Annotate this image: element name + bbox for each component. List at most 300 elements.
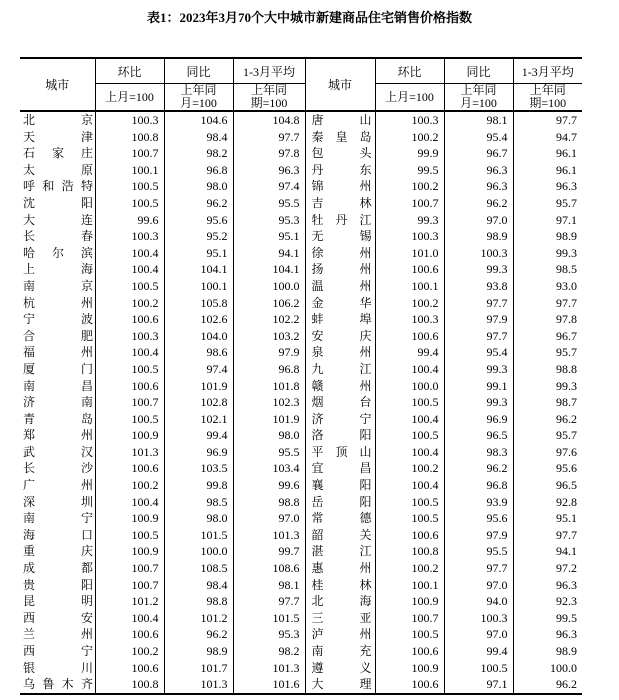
yoy-value-right: 93.8 — [444, 278, 513, 295]
yoy-value-right: 97.0 — [444, 577, 513, 594]
table-row — [20, 510, 582, 527]
mom-value-left: 100.4 — [95, 344, 164, 361]
avg-value-left: 98.8 — [233, 494, 305, 511]
mom-value-left: 100.4 — [95, 261, 164, 278]
price-index-table — [20, 57, 582, 695]
mom-value-left: 100.5 — [95, 361, 164, 378]
yoy-value-right: 96.9 — [444, 411, 513, 428]
yoy-value-left: 97.4 — [164, 361, 233, 378]
yoy-value-right: 100.3 — [444, 610, 513, 627]
mom-value-left: 100.4 — [95, 245, 164, 262]
yoy-value-left: 99.4 — [164, 427, 233, 444]
yoy-value-left: 98.4 — [164, 577, 233, 594]
mom-value-left: 100.5 — [95, 411, 164, 428]
mom-value-right: 100.9 — [375, 593, 444, 610]
mom-value-right: 100.4 — [375, 361, 444, 378]
yoy-value-right: 96.7 — [444, 145, 513, 162]
mom-value-left: 100.5 — [95, 527, 164, 544]
yoy-value-right: 96.3 — [444, 178, 513, 195]
city-name-right — [305, 477, 375, 494]
city-name-text: 南 昌 — [23, 378, 93, 393]
mom-value-left: 100.8 — [95, 676, 164, 694]
yoy-value-left: 101.3 — [164, 676, 233, 694]
city-name-right — [305, 676, 375, 694]
yoy-value-left: 98.5 — [164, 494, 233, 511]
yoy-value-right: 95.4 — [444, 344, 513, 361]
city-name-text: 无 锡 — [311, 229, 372, 244]
city-name-text: 天 津 — [23, 129, 93, 144]
subheader-line: 上年同 — [529, 83, 566, 97]
avg-value-left: 101.6 — [233, 676, 305, 694]
city-name-left — [20, 344, 95, 361]
city-name-text: 兰 州 — [23, 627, 93, 642]
city-name-left — [20, 577, 95, 594]
mom-value-right: 100.3 — [375, 111, 444, 129]
city-name-text: 乌 鲁 木 齐 — [23, 677, 93, 692]
city-name-text: 长 春 — [23, 229, 93, 244]
city-name-left — [20, 228, 95, 245]
city-name-left — [20, 527, 95, 544]
city-name-left — [20, 560, 95, 577]
table-row — [20, 560, 582, 577]
yoy-value-right: 99.4 — [444, 643, 513, 660]
city-name-left — [20, 261, 95, 278]
avg-value-right: 98.5 — [513, 261, 582, 278]
city-name-text: 岳 阳 — [311, 494, 372, 509]
city-name-text: 惠 州 — [311, 561, 372, 576]
avg-value-left: 106.2 — [233, 295, 305, 312]
avg-value-left: 103.4 — [233, 460, 305, 477]
city-name-text: 桂 林 — [311, 577, 372, 592]
avg-value-right: 96.3 — [513, 626, 582, 643]
mom-value-right: 100.4 — [375, 411, 444, 428]
avg-value-left: 101.9 — [233, 411, 305, 428]
city-name-right — [305, 411, 375, 428]
table-row — [20, 444, 582, 461]
table-body — [20, 111, 582, 694]
city-name-right — [305, 145, 375, 162]
avg-value-left: 108.6 — [233, 560, 305, 577]
city-name-text: 厦 门 — [23, 361, 93, 376]
yoy-value-left: 105.8 — [164, 295, 233, 312]
mom-value-left: 100.7 — [95, 560, 164, 577]
city-name-left — [20, 626, 95, 643]
yoy-value-right: 100.5 — [444, 660, 513, 677]
table-row — [20, 328, 582, 345]
avg-value-right: 99.3 — [513, 378, 582, 395]
mom-value-right: 100.7 — [375, 195, 444, 212]
yoy-value-right: 95.6 — [444, 510, 513, 527]
mom-value-left: 99.6 — [95, 212, 164, 229]
mom-value-left: 100.9 — [95, 543, 164, 560]
mom-value-left: 100.6 — [95, 311, 164, 328]
mom-value-right: 100.5 — [375, 427, 444, 444]
city-name-text: 安 庆 — [311, 328, 372, 343]
table-row — [20, 261, 582, 278]
city-name-right — [305, 344, 375, 361]
city-name-text: 扬 州 — [311, 262, 372, 277]
avg-value-right: 95.7 — [513, 195, 582, 212]
mom-value-right: 100.4 — [375, 444, 444, 461]
yoy-value-right: 99.3 — [444, 361, 513, 378]
city-name-left — [20, 510, 95, 527]
city-name-text: 合 肥 — [23, 328, 93, 343]
city-name-left — [20, 610, 95, 627]
avg-value-right: 92.8 — [513, 494, 582, 511]
subheader-line: 期=100 — [529, 96, 567, 110]
city-name-text: 昆 明 — [23, 594, 93, 609]
city-name-text: 南 京 — [23, 278, 93, 293]
avg-value-left: 95.3 — [233, 626, 305, 643]
city-name-text: 深 圳 — [23, 494, 93, 509]
avg-value-left: 103.2 — [233, 328, 305, 345]
mom-value-right: 100.2 — [375, 178, 444, 195]
mom-value-left: 100.2 — [95, 477, 164, 494]
yoy-value-left: 100.1 — [164, 278, 233, 295]
table-row — [20, 378, 582, 395]
yoy-value-left: 101.9 — [164, 378, 233, 395]
city-name-right — [305, 311, 375, 328]
avg-value-right: 96.3 — [513, 577, 582, 594]
mom-value-right: 100.9 — [375, 660, 444, 677]
avg-value-right: 95.6 — [513, 460, 582, 477]
yoy-value-left: 98.4 — [164, 129, 233, 146]
city-name-text: 西 安 — [23, 610, 93, 625]
city-name-left — [20, 245, 95, 262]
city-name-left — [20, 129, 95, 146]
mom-value-left: 100.1 — [95, 162, 164, 179]
city-name-text: 青 岛 — [23, 411, 93, 426]
avg-value-right: 93.0 — [513, 278, 582, 295]
header-mom-left: 环比 — [95, 58, 164, 84]
city-name-left — [20, 494, 95, 511]
city-name-right — [305, 460, 375, 477]
mom-value-right: 100.6 — [375, 261, 444, 278]
subheader-line: 期=100 — [250, 96, 288, 110]
city-name-text: 烟 台 — [311, 395, 372, 410]
yoy-value-right: 97.7 — [444, 295, 513, 312]
yoy-value-left: 104.1 — [164, 261, 233, 278]
city-name-text: 西 宁 — [23, 644, 93, 658]
yoy-value-left: 95.2 — [164, 228, 233, 245]
yoy-value-left: 98.2 — [164, 145, 233, 162]
mom-value-right: 100.5 — [375, 394, 444, 411]
city-name-right — [305, 162, 375, 179]
avg-value-right: 95.1 — [513, 510, 582, 527]
city-name-text: 牡 丹 江 — [311, 212, 372, 227]
mom-value-right: 100.5 — [375, 626, 444, 643]
table-row — [20, 427, 582, 444]
mom-value-right: 99.4 — [375, 344, 444, 361]
yoy-value-left: 96.2 — [164, 626, 233, 643]
city-name-text: 杭 州 — [23, 295, 93, 310]
mom-value-right: 99.5 — [375, 162, 444, 179]
yoy-value-left: 98.9 — [164, 643, 233, 660]
avg-value-right: 96.2 — [513, 411, 582, 428]
avg-value-left: 97.7 — [233, 593, 305, 610]
avg-value-left: 96.8 — [233, 361, 305, 378]
table-row — [20, 494, 582, 511]
yoy-value-left: 95.6 — [164, 212, 233, 229]
subheader-yoy-right — [444, 84, 513, 112]
yoy-value-right: 96.2 — [444, 460, 513, 477]
city-name-right — [305, 129, 375, 146]
table-row — [20, 295, 582, 312]
city-name-text: 泸 州 — [311, 627, 372, 642]
mom-value-left: 100.9 — [95, 427, 164, 444]
header-yoy-right: 同比 — [444, 58, 513, 84]
table-row — [20, 411, 582, 428]
subheader-line: 上年同 — [460, 83, 497, 97]
table-title: 表1：2023年3月70个大中城市新建商品住宅销售价格指数 — [146, 10, 472, 25]
avg-value-left: 95.1 — [233, 228, 305, 245]
table-row — [20, 311, 582, 328]
avg-value-right: 96.1 — [513, 162, 582, 179]
avg-value-right: 97.7 — [513, 527, 582, 544]
city-name-right — [305, 610, 375, 627]
city-name-right — [305, 543, 375, 560]
mom-value-right: 100.2 — [375, 295, 444, 312]
mom-value-right: 100.3 — [375, 228, 444, 245]
city-name-left — [20, 111, 95, 129]
mom-value-left: 100.6 — [95, 626, 164, 643]
city-name-left — [20, 444, 95, 461]
mom-value-right: 100.6 — [375, 328, 444, 345]
mom-value-left: 100.5 — [95, 278, 164, 295]
avg-value-right: 96.7 — [513, 328, 582, 345]
avg-value-right: 98.8 — [513, 361, 582, 378]
avg-value-left: 97.8 — [233, 145, 305, 162]
city-name-right — [305, 295, 375, 312]
mom-value-right: 100.2 — [375, 560, 444, 577]
city-name-right — [305, 328, 375, 345]
city-name-text: 沈 阳 — [23, 195, 93, 210]
header-avg-left: 1-3月平均 — [233, 58, 305, 84]
city-name-text: 福 州 — [23, 345, 93, 360]
avg-value-left: 101.8 — [233, 378, 305, 395]
table-row — [20, 245, 582, 262]
table-row — [20, 477, 582, 494]
city-name-left — [20, 378, 95, 395]
city-name-text: 蚌 埠 — [311, 312, 372, 327]
city-name-text: 北 京 — [23, 113, 93, 127]
yoy-value-left: 98.0 — [164, 510, 233, 527]
yoy-value-left: 101.7 — [164, 660, 233, 677]
city-name-text: 泉 州 — [311, 345, 372, 360]
city-name-left — [20, 643, 95, 660]
yoy-value-right: 97.1 — [444, 676, 513, 694]
city-name-text: 大 理 — [311, 677, 372, 692]
yoy-value-left: 98.6 — [164, 344, 233, 361]
mom-value-right: 100.2 — [375, 129, 444, 146]
mom-value-right: 100.6 — [375, 643, 444, 660]
avg-value-left: 101.3 — [233, 660, 305, 677]
city-name-text: 秦 皇 岛 — [311, 129, 372, 144]
city-name-right — [305, 593, 375, 610]
yoy-value-left: 96.2 — [164, 195, 233, 212]
mom-value-right: 100.7 — [375, 610, 444, 627]
mom-value-left: 100.9 — [95, 510, 164, 527]
table-row — [20, 361, 582, 378]
yoy-value-right: 95.4 — [444, 129, 513, 146]
avg-value-right: 97.6 — [513, 444, 582, 461]
table-row — [20, 593, 582, 610]
yoy-value-right: 99.1 — [444, 378, 513, 395]
avg-value-right: 98.7 — [513, 394, 582, 411]
yoy-value-left: 98.0 — [164, 178, 233, 195]
avg-value-right: 98.9 — [513, 643, 582, 660]
yoy-value-right: 99.3 — [444, 394, 513, 411]
city-name-left — [20, 394, 95, 411]
city-name-text: 湛 江 — [311, 544, 372, 559]
city-name-text: 锦 州 — [311, 179, 372, 194]
subheader-mom-right: 上月=100 — [375, 84, 444, 112]
city-name-left — [20, 361, 95, 378]
table-row — [20, 626, 582, 643]
avg-value-left: 95.5 — [233, 444, 305, 461]
yoy-value-right: 97.7 — [444, 328, 513, 345]
table-row — [20, 676, 582, 694]
yoy-value-left: 99.8 — [164, 477, 233, 494]
table-row — [20, 178, 582, 195]
city-name-right — [305, 577, 375, 594]
yoy-value-right: 93.9 — [444, 494, 513, 511]
mom-value-left: 100.5 — [95, 178, 164, 195]
avg-value-right: 97.8 — [513, 311, 582, 328]
city-name-text: 宁 波 — [23, 312, 93, 327]
table-row — [20, 527, 582, 544]
avg-value-left: 97.4 — [233, 178, 305, 195]
mom-value-right: 99.3 — [375, 212, 444, 229]
mom-value-left: 101.3 — [95, 444, 164, 461]
avg-value-right: 97.7 — [513, 111, 582, 129]
city-name-text: 呼 和 浩 特 — [23, 179, 93, 194]
mom-value-left: 100.3 — [95, 228, 164, 245]
city-name-text: 贵 阳 — [23, 577, 93, 592]
mom-value-left: 101.2 — [95, 593, 164, 610]
city-name-left — [20, 145, 95, 162]
avg-value-left: 99.7 — [233, 543, 305, 560]
yoy-value-right: 95.5 — [444, 543, 513, 560]
header-avg-right: 1-3月平均 — [513, 58, 582, 84]
city-name-right — [305, 195, 375, 212]
city-name-right — [305, 444, 375, 461]
avg-value-left: 104.1 — [233, 261, 305, 278]
table-row — [20, 394, 582, 411]
avg-value-left: 98.1 — [233, 577, 305, 594]
city-name-text: 包 头 — [311, 146, 372, 161]
table-row — [20, 111, 582, 129]
city-name-left — [20, 593, 95, 610]
mom-value-left: 100.2 — [95, 643, 164, 660]
avg-value-right: 94.1 — [513, 543, 582, 560]
yoy-value-left: 102.8 — [164, 394, 233, 411]
city-name-right — [305, 178, 375, 195]
city-name-left — [20, 162, 95, 179]
city-name-right — [305, 510, 375, 527]
table-row — [20, 543, 582, 560]
avg-value-right: 96.1 — [513, 145, 582, 162]
city-name-left — [20, 411, 95, 428]
avg-value-left: 96.3 — [233, 162, 305, 179]
yoy-value-left: 104.6 — [164, 111, 233, 129]
city-name-left — [20, 427, 95, 444]
mom-value-right: 100.6 — [375, 676, 444, 694]
avg-value-right: 95.7 — [513, 427, 582, 444]
avg-value-right: 95.7 — [513, 344, 582, 361]
city-name-left — [20, 212, 95, 229]
city-name-text: 洛 阳 — [311, 428, 372, 443]
city-name-text: 海 口 — [23, 527, 93, 542]
mom-value-left: 100.7 — [95, 145, 164, 162]
mom-value-left: 100.8 — [95, 129, 164, 146]
city-name-text: 银 川 — [23, 660, 93, 675]
city-name-left — [20, 543, 95, 560]
subheader-avg-left — [233, 84, 305, 112]
city-name-right — [305, 427, 375, 444]
mom-value-right: 100.5 — [375, 494, 444, 511]
city-name-text: 石 家 庄 — [23, 146, 93, 161]
city-name-right — [305, 660, 375, 677]
mom-value-right: 100.3 — [375, 311, 444, 328]
avg-value-left: 100.0 — [233, 278, 305, 295]
mom-value-right: 99.9 — [375, 145, 444, 162]
city-name-text: 大 连 — [23, 212, 93, 227]
city-name-right — [305, 527, 375, 544]
city-name-text: 北 海 — [311, 594, 372, 609]
avg-value-left: 101.5 — [233, 610, 305, 627]
yoy-value-right: 97.9 — [444, 527, 513, 544]
table-row — [20, 577, 582, 594]
avg-value-left: 99.6 — [233, 477, 305, 494]
city-name-text: 成 都 — [23, 561, 93, 576]
avg-value-left: 101.3 — [233, 527, 305, 544]
table-row — [20, 212, 582, 229]
city-name-text: 唐 山 — [311, 113, 372, 127]
avg-value-left: 95.5 — [233, 195, 305, 212]
city-name-text: 武 汉 — [23, 444, 93, 459]
city-name-text: 常 德 — [311, 511, 372, 526]
avg-value-right: 96.5 — [513, 477, 582, 494]
subheader-line: 上年同 — [250, 83, 287, 97]
table-row — [20, 610, 582, 627]
header-mom-right: 环比 — [375, 58, 444, 84]
yoy-value-right: 96.2 — [444, 195, 513, 212]
city-name-text: 吉 林 — [311, 195, 372, 210]
avg-value-left: 98.2 — [233, 643, 305, 660]
avg-value-right: 94.7 — [513, 129, 582, 146]
subheader-line: 月=100 — [180, 96, 217, 110]
mom-value-right: 100.0 — [375, 378, 444, 395]
yoy-value-left: 101.5 — [164, 527, 233, 544]
city-name-left — [20, 278, 95, 295]
city-name-text: 赣 州 — [311, 378, 372, 393]
yoy-value-right: 97.0 — [444, 212, 513, 229]
yoy-value-left: 102.1 — [164, 411, 233, 428]
city-name-text: 上 海 — [23, 262, 93, 277]
mom-value-left: 100.6 — [95, 460, 164, 477]
city-name-left — [20, 676, 95, 694]
avg-value-right: 99.3 — [513, 245, 582, 262]
city-name-right — [305, 245, 375, 262]
mom-value-right: 100.1 — [375, 577, 444, 594]
city-name-left — [20, 477, 95, 494]
table-row — [20, 278, 582, 295]
subheader-yoy-left — [164, 84, 233, 112]
yoy-value-right: 97.7 — [444, 560, 513, 577]
city-name-right — [305, 228, 375, 245]
mom-value-right: 101.0 — [375, 245, 444, 262]
